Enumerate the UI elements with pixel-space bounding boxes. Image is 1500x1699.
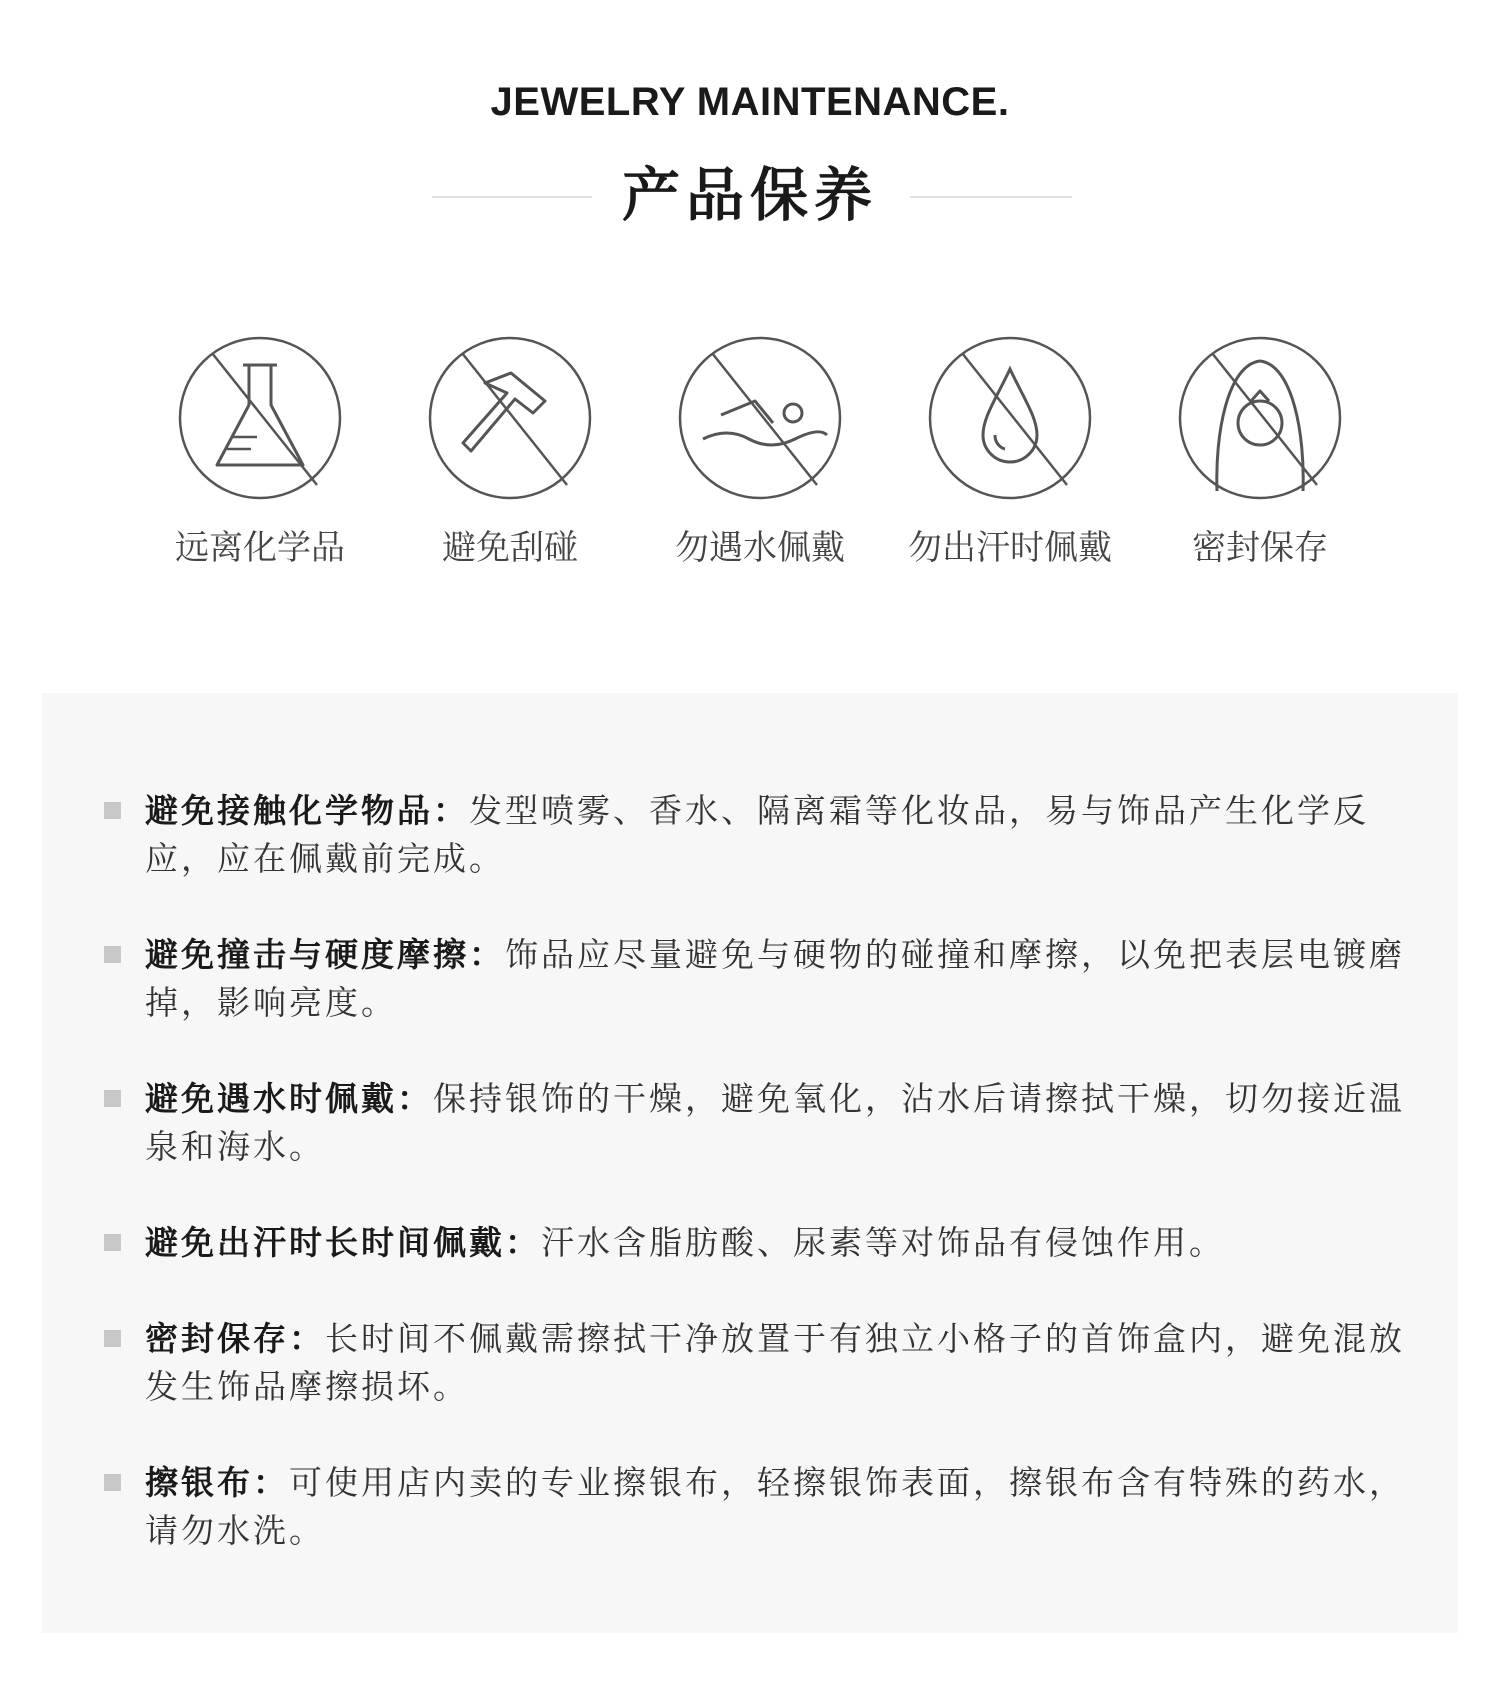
note-title: 避免出汗时长时间佩戴： (145, 1223, 541, 1262)
icon-label-sweat: 勿出汗时佩戴 (908, 528, 1112, 568)
english-title: JEWELRY MAINTENANCE. (490, 80, 1010, 124)
hammer-icon (427, 335, 593, 501)
flask-icon (177, 335, 343, 501)
note-body: 汗水含脂肪酸、尿素等对饰品有侵蚀作用。 (541, 1223, 1225, 1262)
note-body: 发型喷雾、香水、隔离霜等化妆品，易与饰品产生化学反应，应在佩戴前完成。 (145, 791, 1369, 878)
icon-label-chemicals: 远离化学品 (175, 528, 345, 568)
bullet-square (104, 1090, 121, 1107)
bullet-square (104, 1474, 121, 1491)
note-title: 擦银布： (145, 1463, 289, 1502)
bullet-square (104, 802, 121, 819)
note-title: 密封保存： (145, 1319, 325, 1358)
care-item-storage (1140, 335, 1380, 570)
bullet-square (104, 1330, 121, 1347)
note-body: 可使用店内卖的专业擦银布，轻擦银饰表面，擦银布含有特殊的药水，请勿水洗。 (145, 1463, 1405, 1550)
header (0, 72, 1500, 132)
bullet-square (104, 946, 121, 963)
note-body: 饰品应尽量避免与硬物的碰撞和摩擦，以免把表层电镀磨掉，影响亮度。 (145, 935, 1405, 1022)
ring-box-icon (1177, 335, 1343, 501)
chinese-title: 产品保养 (621, 161, 878, 229)
icon-label-water: 勿遇水佩戴 (675, 528, 845, 568)
icon-label-storage: 密封保存 (1192, 528, 1328, 568)
note-title: 避免撞击与硬度摩擦： (145, 935, 505, 974)
care-item-water (640, 335, 880, 570)
note-title: 避免遇水时佩戴： (145, 1079, 433, 1118)
icon-label-scratch: 避免刮碰 (442, 528, 578, 568)
note-body: 长时间不佩戴需擦拭干净放置于有独立小格子的首饰盒内，避免混放发生饰品摩擦损坏。 (145, 1319, 1405, 1406)
care-item-scratch (390, 335, 630, 570)
note-title: 避免接触化学物品： (145, 791, 469, 830)
title-divider-right (910, 196, 1072, 198)
swimmer-icon (677, 335, 843, 501)
care-icons-row (0, 335, 1500, 585)
care-notes-panel (42, 693, 1458, 1633)
bullet-square (104, 1234, 121, 1251)
note-body: 保持银饰的干燥，避免氧化，沾水后请擦拭干燥，切勿接近温泉和海水。 (145, 1079, 1405, 1166)
care-item-sweat (890, 335, 1130, 570)
chinese-title-row (0, 150, 1500, 240)
care-item-chemicals (140, 335, 380, 570)
drop-icon (927, 335, 1093, 501)
